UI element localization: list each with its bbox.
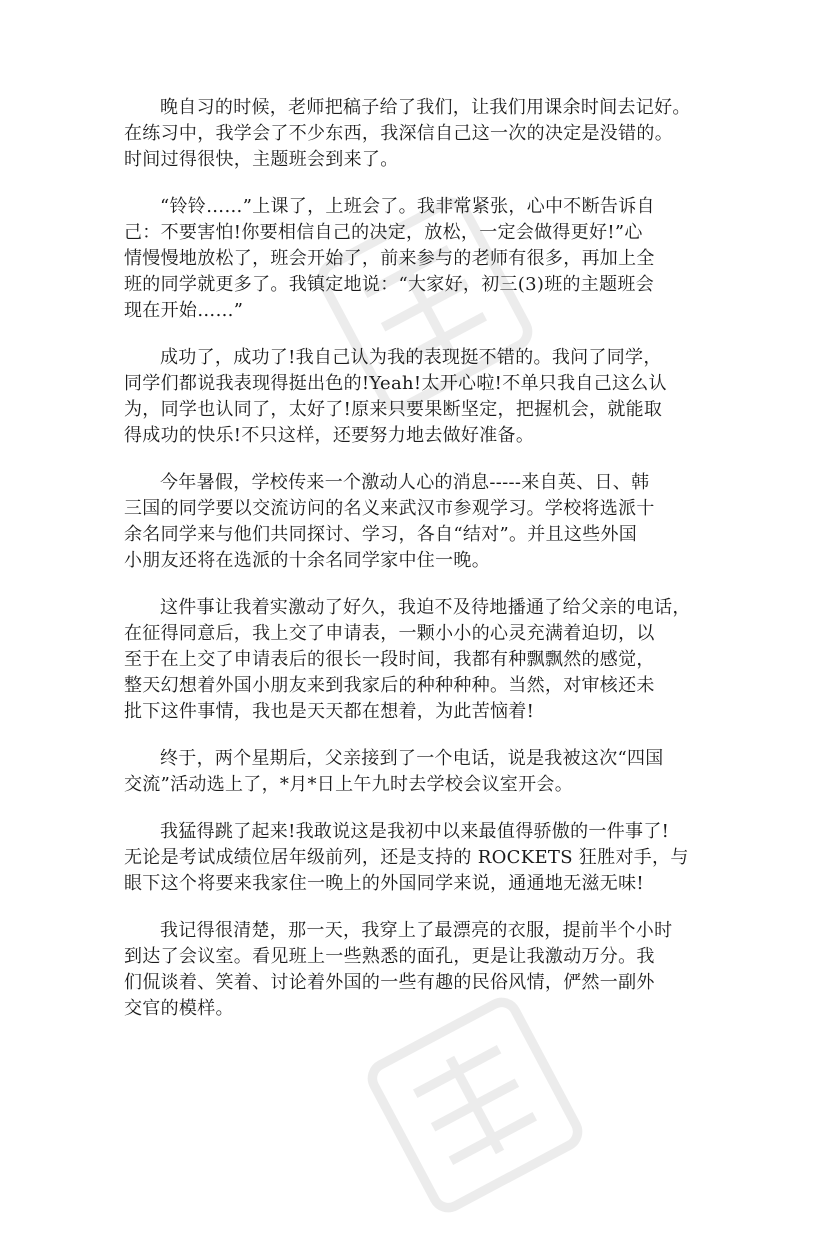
text-line: 得成功的快乐!不只这样，还要努力地去做好准备。 xyxy=(124,425,535,446)
paragraph xyxy=(124,918,724,1022)
paragraph xyxy=(124,345,724,449)
text-line: 在征得同意后，我上交了申请表，一颗小小的心灵充满着迫切，以 xyxy=(124,623,655,644)
text-line: 己：不要害怕!你要相信自己的决定，放松，一定会做得更好!”心 xyxy=(124,222,643,243)
text-line: 我记得很清楚，那一天，我穿上了最漂亮的衣服，提前半个小时 xyxy=(160,920,673,941)
paragraph xyxy=(124,819,724,897)
text-line: 交官的模样。 xyxy=(124,998,234,1019)
text-line: 现在开始……” xyxy=(124,300,244,321)
text-line: 在练习中，我学会了不少东西，我深信自己这一次的决定是没错的。 xyxy=(124,123,673,144)
paragraph xyxy=(124,95,724,173)
text-line: 同学们都说我表现得挺出色的!Yeah!太开心啦!不单只我自己这么认 xyxy=(124,373,667,394)
text-line: 成功了，成功了!我自己认为我的表现挺不错的。我问了同学， xyxy=(160,347,662,368)
text-line: 至于在上交了申请表后的很长一段时间，我都有种飘飘然的感觉， xyxy=(124,649,655,670)
text-line: 余名同学来与他们共同探讨、学习，各自“结对”。并且这些外国 xyxy=(124,524,638,545)
text-line: 小朋友还将在选派的十余名同学家中住一晚。 xyxy=(124,550,490,571)
text-line: 时间过得很快，主题班会到来了。 xyxy=(124,149,399,170)
text-line: 今年暑假，学校传来一个激动人心的消息-----来自英、日、韩 xyxy=(160,472,650,493)
text-line: 们侃谈着、笑着、讨论着外国的一些有趣的民俗风情，俨然一副外 xyxy=(124,972,655,993)
text-line: 整天幻想着外国小朋友来到我家后的种种种种。当然，对审核还未 xyxy=(124,675,655,696)
text-line: 无论是考试成绩位居年级前列，还是支持的 ROCKETS 狂胜对手，与 xyxy=(124,847,689,868)
text-line: 交流”活动选上了，*月*日上午九时去学校会议室开会。 xyxy=(124,774,573,795)
text-line: “铃铃……”上课了，上班会了。我非常紧张，心中不断告诉自 xyxy=(160,196,655,217)
paragraph xyxy=(124,194,724,324)
text-line: 为，同学也认同了，太好了!原来只要果断坚定，把握机会，就能取 xyxy=(124,399,663,420)
text-line: 终于，两个星期后，父亲接到了一个电话，说是我被这次“四国 xyxy=(160,748,664,769)
text-line: 眼下这个将要来我家住一晚上的外国同学来说，通通地无滋无味! xyxy=(124,873,644,894)
text-line: 批下这件事情，我也是天天都在想着，为此苦恼着! xyxy=(124,701,535,722)
paragraph xyxy=(124,746,724,798)
text-line: 这件事让我着实激动了好久，我迫不及待地播通了给父亲的电话， xyxy=(160,597,691,618)
paragraph xyxy=(124,470,724,574)
text-line: 三国的同学要以交流访问的名义来武汉市参观学习。学校将选派十 xyxy=(124,498,655,519)
essay-body xyxy=(124,95,724,1043)
text-line: 班的同学就更多了。我镇定地说：“大家好，初三(3)班的主题班会 xyxy=(124,274,654,295)
text-line: 我猛得跳了起来!我敢说这是我初中以来最值得骄傲的一件事了! xyxy=(160,821,670,842)
text-line: 情慢慢地放松了，班会开始了，前来参与的老师有很多，再加上全 xyxy=(124,248,655,269)
text-line: 到达了会议室。看见班上一些熟悉的面孔，更是让我激动万分。我 xyxy=(124,946,655,967)
text-line: 晚自习的时候，老师把稿子给了我们，让我们用课余时间去记好。 xyxy=(160,97,691,118)
paragraph xyxy=(124,595,724,725)
